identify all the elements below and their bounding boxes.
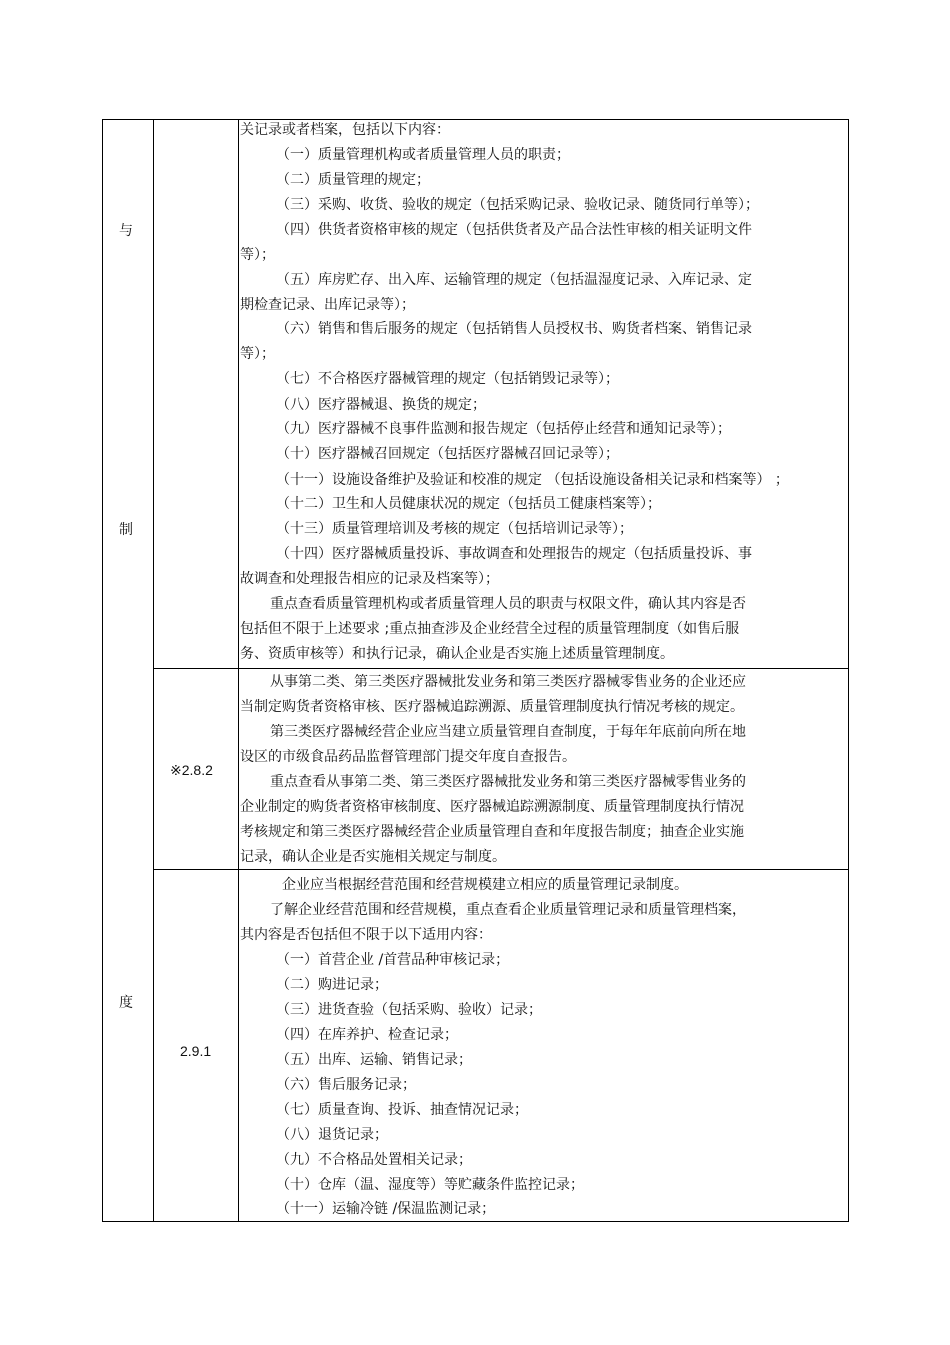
clause-code-2-8-2: ※2.8.2 bbox=[170, 762, 213, 778]
text-line: （九）不合格品处置相关记录； bbox=[276, 1152, 472, 1168]
text-line: 重点查看从事第二类、第三类医疗器械批发业务和第三类医疗器械零售业务的 bbox=[270, 774, 746, 790]
text-line: 企业制定的购货者资格审核制度、医疗器械追踪溯源制度、质量管理制度执行情况 bbox=[240, 799, 744, 815]
table-border-bottom bbox=[102, 1221, 849, 1222]
table-border-left bbox=[102, 119, 103, 1222]
text-line: （一）首营企业 /首营品种审核记录； bbox=[276, 952, 510, 968]
text-line: 等）； bbox=[240, 346, 275, 362]
text-line: （八）退货记录； bbox=[276, 1127, 388, 1143]
text-line: （二）购进记录； bbox=[276, 977, 388, 993]
text-line: （四）在库养护、检查记录； bbox=[276, 1027, 458, 1043]
text-line: （七）不合格医疗器械管理的规定（包括销毁记录等）； bbox=[276, 371, 619, 387]
text-line: （十）医疗器械召回规定（包括医疗器械召回记录等）； bbox=[276, 446, 619, 462]
text-line: 务、资质审核等）和执行记录，确认企业是否实施上述质量管理制度。 bbox=[240, 646, 674, 662]
text-line: （三）进货查验（包括采购、验收）记录； bbox=[276, 1002, 542, 1018]
text-line: 关记录或者档案，包括以下内容： bbox=[240, 122, 450, 138]
text-line: 期检查记录、出库记录等）； bbox=[240, 297, 415, 313]
text-line: 第三类医疗器械经营企业应当建立质量管理自查制度，于每年年底前向所在地 bbox=[270, 724, 746, 740]
text-line: 包括但不限于上述要求 ;重点抽查涉及企业经营全过程的质量管理制度（如售后服 bbox=[240, 621, 740, 637]
text-line: 从事第二类、第三类医疗器械批发业务和第三类医疗器械零售业务的企业还应 bbox=[270, 674, 746, 690]
text-line: （七）质量查询、投诉、抽查情况记录； bbox=[276, 1102, 528, 1118]
text-line: （六）售后服务记录； bbox=[276, 1077, 416, 1093]
text-line: （十一）设施设备维护及验证和校准的规定 （包括设施设备相关记录和档案等） ； bbox=[276, 472, 789, 488]
table-border-col2 bbox=[238, 119, 239, 1222]
text-line: （八）医疗器械退、换货的规定； bbox=[276, 397, 486, 413]
text-line: （十）仓库（温、湿度等）等贮藏条件监控记录； bbox=[276, 1177, 584, 1193]
text-line: 故调查和处理报告相应的记录及档案等）； bbox=[240, 571, 499, 587]
row-divider-2 bbox=[153, 869, 849, 870]
text-line: 当制定购货者资格审核、医疗器械追踪溯源、质量管理制度执行情况考核的规定。 bbox=[240, 699, 744, 715]
text-line: （二）质量管理的规定； bbox=[276, 172, 430, 188]
clause-code-2-9-1: 2.9.1 bbox=[180, 1043, 212, 1059]
side-char-du: 度 bbox=[119, 995, 133, 1011]
text-line: 考核规定和第三类医疗器械经营企业质量管理自查和年度报告制度；抽查企业实施 bbox=[240, 824, 744, 840]
table-border-col1 bbox=[153, 119, 154, 1222]
text-line: （十一）运输冷链 /保温监测记录； bbox=[276, 1201, 496, 1217]
text-line: （五）出库、运输、销售记录； bbox=[276, 1052, 472, 1068]
side-char-zhi: 制 bbox=[119, 522, 133, 538]
table-border-top bbox=[102, 119, 849, 120]
text-line: （十三）质量管理培训及考核的规定（包括培训记录等）； bbox=[276, 521, 633, 537]
text-line: 设区的市级食品药品监督管理部门提交年度自查报告。 bbox=[240, 749, 576, 765]
text-line: 重点查看质量管理机构或者质量管理人员的职责与权限文件，确认其内容是否 bbox=[270, 596, 746, 612]
side-char-yu: 与 bbox=[119, 223, 133, 239]
text-line: 记录，确认企业是否实施相关规定与制度。 bbox=[240, 849, 506, 865]
text-line: 其内容是否包括但不限于以下适用内容： bbox=[240, 927, 492, 943]
text-line: （六）销售和售后服务的规定（包括销售人员授权书、购货者档案、销售记录 bbox=[276, 321, 752, 337]
text-line: 等）； bbox=[240, 247, 275, 263]
text-line: （十二）卫生和人员健康状况的规定（包括员工健康档案等）； bbox=[276, 496, 661, 512]
text-line: （一）质量管理机构或者质量管理人员的职责； bbox=[276, 147, 570, 163]
text-line: （四）供货者资格审核的规定（包括供货者及产品合法性审核的相关证明文件 bbox=[276, 222, 752, 238]
text-line: （三）采购、收货、验收的规定（包括采购记录、验收记录、随货同行单等）； bbox=[276, 197, 759, 213]
text-line: （十四）医疗器械质量投诉、事故调查和处理报告的规定（包括质量投诉、事 bbox=[276, 546, 752, 562]
row-divider-1 bbox=[153, 668, 849, 669]
text-line: （五）库房贮存、出入库、运输管理的规定（包括温湿度记录、入库记录、定 bbox=[276, 272, 752, 288]
text-line: （九）医疗器械不良事件监测和报告规定（包括停止经营和通知记录等）； bbox=[276, 421, 731, 437]
table-border-right bbox=[848, 119, 849, 1222]
text-line: 企业应当根据经营范围和经营规模建立相应的质量管理记录制度。 bbox=[282, 877, 688, 893]
text-line: 了解企业经营范围和经营规模，重点查看企业质量管理记录和质量管理档案， bbox=[270, 902, 746, 918]
